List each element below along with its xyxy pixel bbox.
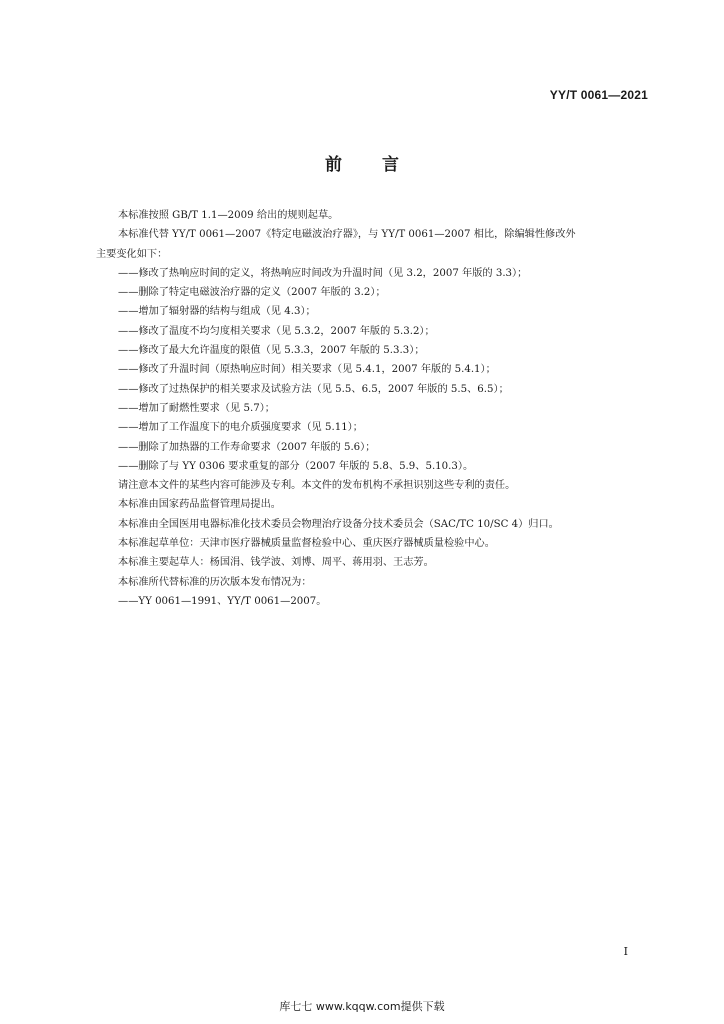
change-item: ——删除了加热器的工作寿命要求（2007 年版的 5.6）； [118,441,376,453]
page-title-part1: 前 [325,155,342,175]
change-item: ——删除了与 YY 0306 要求重复的部分（2007 年版的 5.8、5.9、5.10.3）。 [118,460,474,472]
patent-notice-paragraph: 请注意本文件的某些内容可能涉及专利。本文件的发布机构不承担识别这些专利的责任。 [118,480,516,492]
drafting-units-paragraph: 本标准起草单位：天津市医疗器械质量监督检验中心、重庆医疗器械质量检验中心。 [118,538,495,550]
change-item: ——修改了过热保护的相关要求及试验方法（见 5.5、6.5，2007 年版的 5.5、6.5）； [118,383,509,395]
drafting-rules-paragraph: 本标准按照 GB/T 1.1—2009 给出的规则起草。 [118,210,339,221]
page-title-part2: 言 [382,155,399,175]
download-watermark-footer: 库七七 www.kqqw.com提供下载 [279,1000,445,1013]
change-item: ——修改了最大允许温度的限值（见 5.3.3，2007 年版的 5.3.3）； [118,345,425,357]
replacement-paragraph-line2: 主要变化如下： [96,248,168,260]
history-item: ——YY 0061—1991、YY/T 0061—2007。 [118,595,327,607]
proposer-paragraph: 本标准由国家药品监督管理局提出。 [118,499,281,511]
change-item: ——修改了温度不均匀度相关要求（见 5.3.2，2007 年版的 5.3.2）； [118,325,435,337]
standard-code-header: YY/T 0061—2021 [549,88,648,102]
change-item: ——增加了耐燃性要求（见 5.7）； [118,402,275,414]
change-item: ——删除了特定电磁波治疗器的定义（2007 年版的 3.2）； [118,287,386,299]
change-item: ——增加了辐射器的结构与组成（见 4.3）； [118,306,316,318]
foreword-body [96,206,656,611]
change-item: ——增加了工作温度下的电介质强度要求（见 5.11）； [118,422,363,434]
replacement-paragraph-line1: 本标准代替 YY/T 0061—2007《特定电磁波治疗器》，与 YY/T 0061—2007 相比，除编辑性修改外 [118,229,576,241]
history-paragraph: 本标准所代替标准的历次版本发布情况为： [118,576,312,588]
change-item: ——修改了热响应时间的定义，将热响应时间改为升温时间（见 3.2，2007 年版的 3.3）； [118,267,528,279]
committee-paragraph: 本标准由全国医用电器标准化技术委员会物理治疗设备分技术委员会（SAC/TC 10/SC 4）归口。 [118,518,559,530]
drafters-paragraph: 本标准主要起草人：杨国涓、钱学波、刘博、周平、蒋用羽、王志芳。 [118,557,434,569]
page-number: I [623,945,628,958]
change-item: ——修改了升温时间（原热响应时间）相关要求（见 5.4.1，2007 年版的 5.4.1）； [118,364,496,376]
page-title [0,150,724,175]
